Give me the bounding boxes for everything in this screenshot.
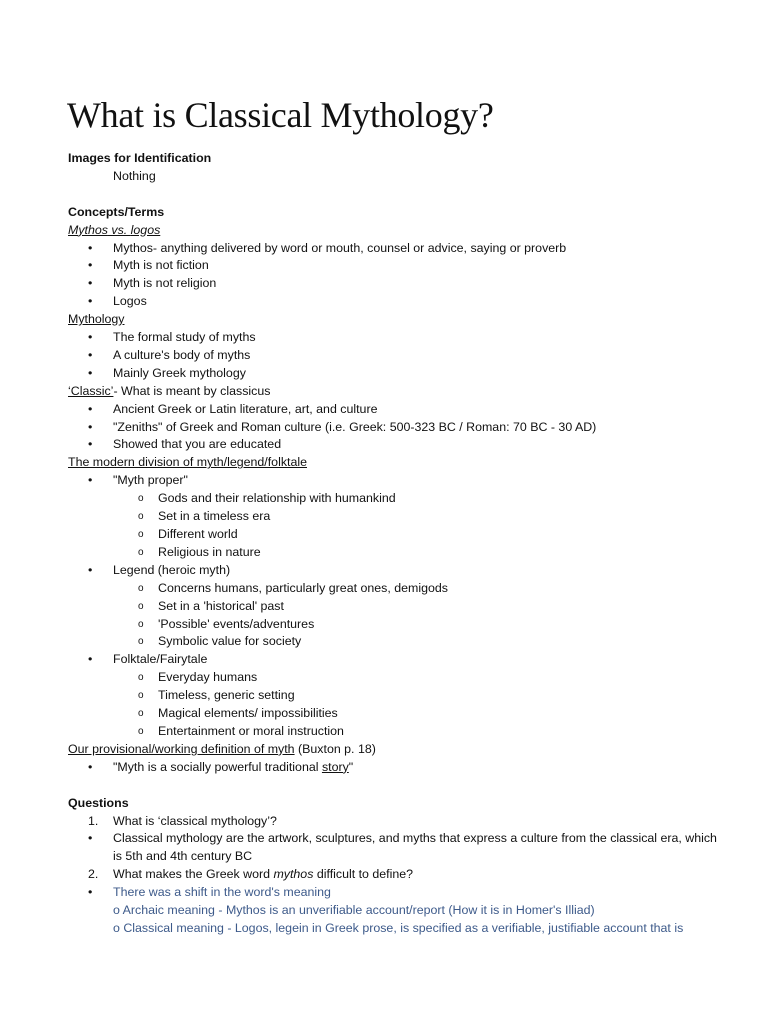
classic-list [68,401,728,455]
bullet-icon: o [138,600,144,612]
question-1 [68,813,728,831]
bullet-icon: o [138,582,144,594]
list-item [68,508,728,526]
images-value: Nothing [113,168,156,183]
bullet-icon: • [88,759,93,774]
answer-2 [68,884,728,902]
list-item [68,633,728,651]
bullet-icon: o [138,546,144,558]
bullet-icon: • [88,294,93,309]
list-item-text: Religious in nature [158,544,261,559]
list-item [68,526,728,544]
definition-item-after: " [348,759,354,774]
bullet-icon: o [138,725,144,737]
list-item [68,365,728,383]
list-item-text: Everyday humans [158,670,258,685]
list-item-text: "Myth proper" [113,473,188,488]
list-item [68,544,728,562]
classic-heading-rest: - What is meant by classicus [113,383,271,398]
question-text-before: What makes the Greek word [113,867,274,882]
question-2 [68,866,728,884]
definition-heading-rest: (Buxton p. 18) [294,741,376,756]
list-item [68,472,728,490]
list-item [68,580,728,598]
list-item [68,275,728,293]
list-item-text: Mainly Greek mythology [113,365,246,380]
list-item [68,723,728,741]
mythos-logos-part3: logos [130,222,161,237]
bullet-icon: o [138,618,144,630]
mythology-heading: Mythology [68,312,125,327]
definition-heading-underlined: Our provisional/working definition of myth [68,741,295,756]
question-text-after: difficult to define? [313,867,414,882]
division-list [68,472,728,741]
bullet-icon: o [138,708,144,720]
bullet-icon: • [88,347,93,362]
list-item-text: Legend (heroic myth) [113,562,231,577]
classic-heading-underlined: ‘Classic’ [68,383,114,398]
list-item [68,616,728,634]
concepts-heading: Concepts/Terms [68,204,165,219]
list-item-text: Set in a 'historical' past [158,598,284,613]
answer-text: There was a shift in the word's meaning [113,885,331,900]
division-heading: The modern division of myth/legend/folktale [68,455,307,470]
bullet-icon: o [138,690,144,702]
list-item-text: "Zeniths" of Greek and Roman culture (i.e. Greek: 500-323 BC / Roman: 70 BC - 30 AD) [113,419,597,434]
question-text-italic: mythos [273,867,314,882]
list-item-text: The formal study of myths [113,330,256,345]
mythos-logos-heading [68,222,728,240]
list-item [68,436,728,454]
list-item [68,257,728,275]
spacer [68,186,728,204]
list-item-text: Gods and their relationship with humankind [158,491,396,506]
bullet-icon: o [138,529,144,541]
answer-2-sub-2: o Classical meaning - Logos, legein in Greek prose, is specified as a verifiable, justifiable account that is [113,920,684,935]
list-item-text: Symbolic value for society [158,634,302,649]
bullet-icon: • [88,419,93,434]
bullet-icon: o [138,493,144,505]
bullet-icon: • [88,258,93,273]
list-item [68,347,728,365]
list-item [68,293,728,311]
bullet-icon: • [88,437,93,452]
list-item-text: Folktale/Fairytale [113,652,208,667]
list-item-text: A culture's body of myths [113,347,251,362]
bullet-icon: • [88,831,93,846]
definition-item-before: "Myth is a socially powerful traditional [113,759,322,774]
list-item-text: Myth is not religion [113,276,217,291]
bullet-icon: • [88,885,93,900]
answer-2-sub-1: o Archaic meaning - Mythos is an unverifiable account/report (How it is in Homer's Illiad) [113,903,595,918]
list-item [68,669,728,687]
list-item [68,401,728,419]
list-item-text: Magical elements/ impossibilities [158,706,338,721]
list-item-text: 'Possible' events/adventures [158,616,315,631]
classic-heading [68,383,728,401]
bullet-icon: o [138,511,144,523]
bullet-icon: • [88,652,93,667]
list-item [68,651,728,669]
bullet-icon: • [88,473,93,488]
list-item [68,705,728,723]
answer-1 [68,830,728,866]
bullet-icon: • [88,240,93,255]
question-number: 2. [88,867,99,882]
question-text: What is ‘classical mythology’? [113,813,277,828]
mythology-list [68,329,728,383]
list-item [68,329,728,347]
list-item-text: Concerns humans, particularly great ones, demigods [158,580,448,595]
list-item-text: Mythos- anything delivered by word or mouth, counsel or advice, saying or proverb [113,240,567,255]
questions-heading: Questions [68,795,129,810]
bullet-icon: • [88,330,93,345]
bullet-icon: • [88,276,93,291]
list-item-text: Logos [113,294,147,309]
question-number: 1. [88,813,99,828]
answer-text: Classical mythology are the artwork, sculptures, and myths that express a culture from the classical era, which is 5th and 4th century BC [113,831,717,864]
definition-item-underlined: story [321,759,349,774]
list-item [68,759,728,777]
document-body [68,150,728,938]
list-item [68,598,728,616]
spacer [68,777,728,795]
mythos-logos-list [68,240,728,312]
list-item [68,687,728,705]
list-item-text: Set in a timeless era [158,509,271,524]
list-item-text: Showed that you are educated [113,437,282,452]
list-item-text: Timeless, generic setting [158,688,295,703]
list-item-text: Entertainment or moral instruction [158,723,344,738]
list-item [68,240,728,258]
list-item-text: Different world [158,527,238,542]
list-item [68,490,728,508]
bullet-icon: o [138,636,144,648]
definition-heading [68,741,728,759]
list-item [68,419,728,437]
images-heading: Images for Identification [68,151,212,165]
bullet-icon: • [88,365,93,380]
bullet-icon: o [138,672,144,684]
list-item-text: Myth is not fiction [113,258,209,273]
list-item [68,562,728,580]
list-item-text: Ancient Greek or Latin literature, art, and culture [113,401,378,416]
mythos-logos-part1: Mythos [68,222,108,237]
bullet-icon: • [88,401,93,416]
page-title: What is Classical Mythology? [67,95,494,135]
bullet-icon: • [88,562,93,577]
mythos-logos-part2: vs. [107,222,131,237]
